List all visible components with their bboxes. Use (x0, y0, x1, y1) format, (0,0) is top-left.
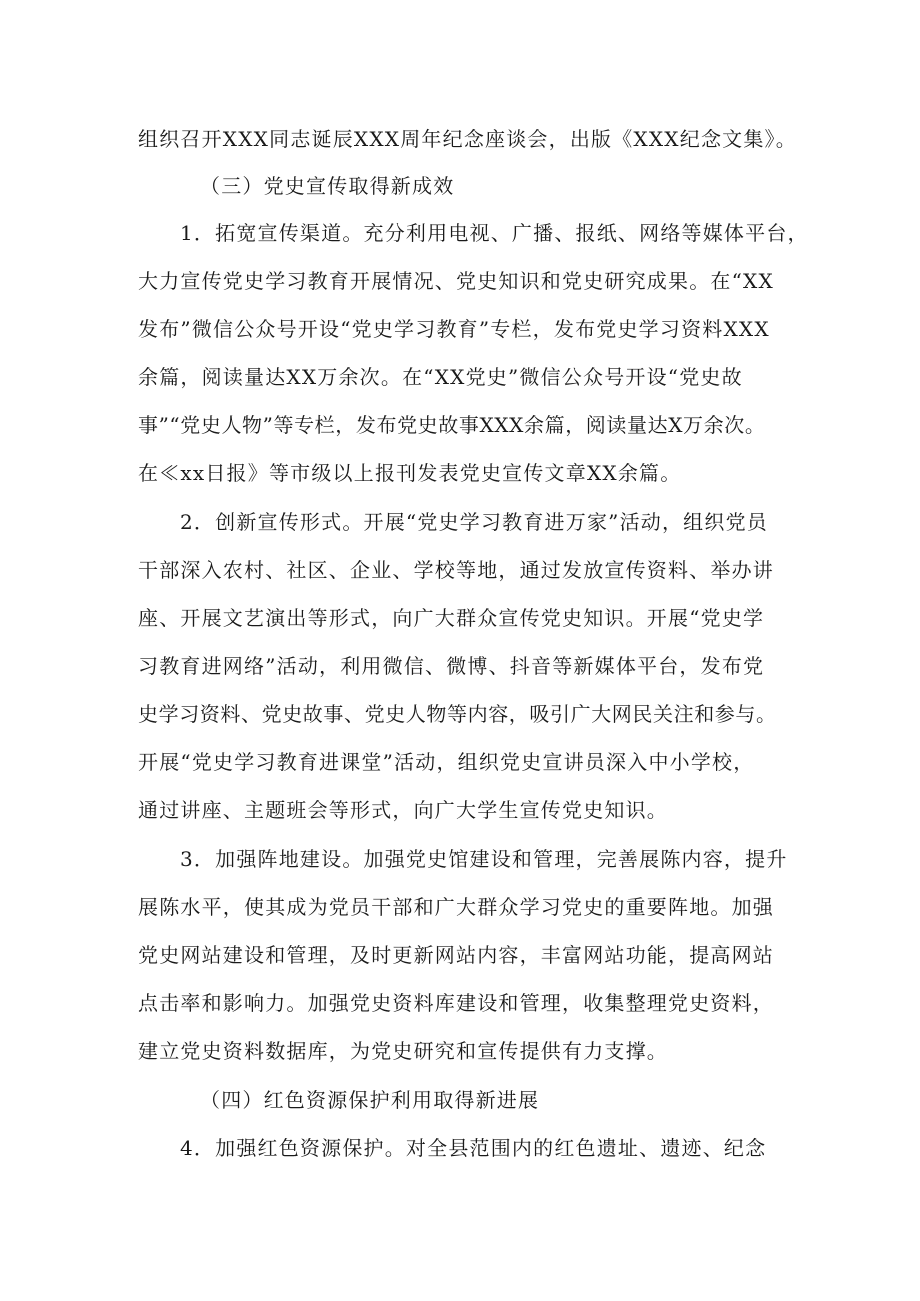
paragraph-line: 2．创新宣传形式。开展“党史学习教育进万家”活动，组织党员 (180, 510, 768, 534)
paragraph-line: 建立党史资料数据库，为党史研究和宣传提供有力支撑。 (138, 1039, 668, 1063)
paragraph-line: 在≪xx日报》等市级以上报刊发表党史宣传文章XX余篇。 (138, 461, 682, 485)
paragraph-line: 史学习资料、党史故事、党史人物等内容，吸引广大网民关注和参与。 (138, 702, 777, 726)
paragraph-line: 展陈水平，使其成为党员干部和广大群众学习党史的重要阵地。加强 (138, 895, 774, 919)
paragraph-line: 余篇，阅读量达XX万余次。在“XX党史”微信公众号开设“党史故 (138, 365, 743, 389)
paragraph-line: 开展“党史学习教育进课堂”活动，组织党史宣讲员深入中小学校， (138, 750, 755, 774)
paragraph-line: 习教育进网络”活动，利用微信、微博、抖音等新媒体平台，发布党 (138, 654, 765, 678)
paragraph-line: 1．拓宽宣传渠道。充分利用电视、广播、报纸、网络等媒体平台， (180, 221, 809, 245)
paragraph-line: 干部深入农村、社区、企业、学校等地，通过发放宣传资料、举办讲 (138, 558, 774, 582)
paragraph-line: 座、开展文艺演出等形式，向广大群众宣传党史知识。开展“党史学 (138, 606, 765, 630)
paragraph-line: 发布”微信公众号开设“党史学习教育”专栏，发布党史学习资料XXX (138, 317, 770, 341)
paragraph-line: 通过讲座、主题班会等形式，向广大学生宣传党史知识。 (138, 798, 668, 822)
section-heading: （四）红色资源保护利用取得新进展 (200, 1088, 540, 1112)
paragraph-line: 4．加强红色资源保护。对全县范围内的红色遗址、遗迹、纪念 (180, 1136, 767, 1160)
paragraph-line: 组织召开XXX同志诞辰XXX周年纪念座谈会，出版《XXX纪念文集》。 (138, 127, 797, 151)
paragraph-line: 党史网站建设和管理，及时更新网站内容，丰富网站功能，提高网站 (138, 943, 774, 967)
paragraph-line: 3．加强阵地建设。加强党史馆建设和管理，完善展陈内容，提升 (180, 847, 788, 871)
paragraph-line: 事”“党史人物”等专栏，发布党史故事XXX余篇，阅读量达X万余次。 (138, 413, 766, 437)
section-heading: （三）党史宣传取得新成效 (200, 174, 455, 198)
paragraph-line: 大力宣传党史学习教育开展情况、党史知识和党史研究成果。在“XX (138, 269, 774, 293)
paragraph-line: 点击率和影响力。加强党史资料库建设和管理，收集整理党史资料， (138, 991, 774, 1015)
